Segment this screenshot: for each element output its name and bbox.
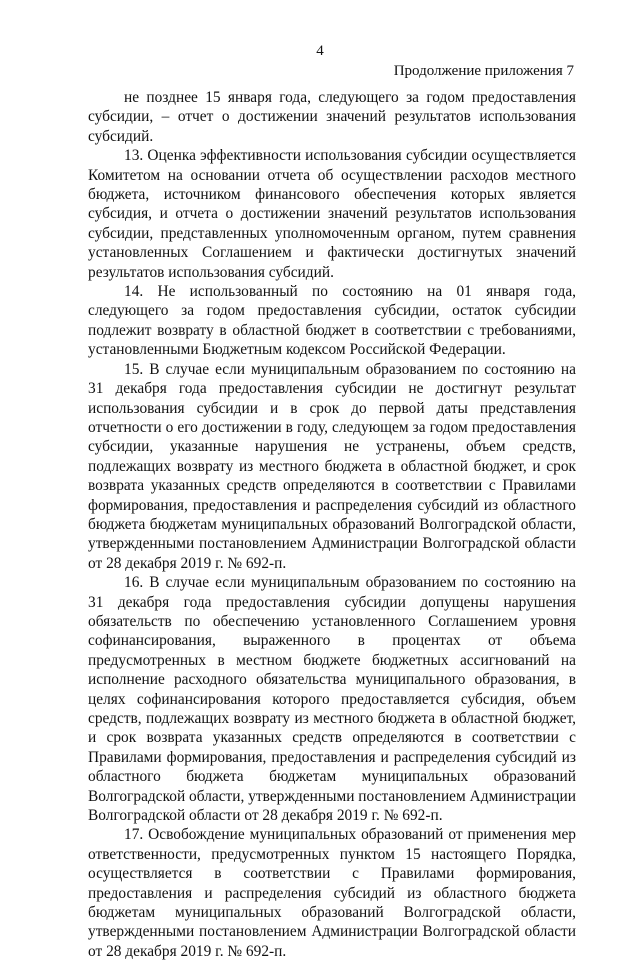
paragraph-16: 16. В случае если муниципальным образованием по состоянию на 31 декабря года предоставления субсидии допущены нарушения обязательств по обеспечению установленного Соглашением уровня софинансирования, выраженного в процентах от объема предусмотренных в местном бюджете бюджетных ассигнований на исполнение расходного обязательства муниципального образования, в целях софинансирования которого предоставляется субсидия, объем средств, подлежащих возврату из местного бюджета в областной бюджет, и срок возврата указанных средств определяются в соответствии с Правилами формирования, предоставления и распределения субсидий из областного бюджета бюджетам муниципальных образований Волгоградской области, утвержденными постановлением Администрации Волгоградской области от 28 декабря 2019 г. № 692-п.: [88, 574, 576, 825]
document-body: [88, 88, 576, 961]
paragraph-14: 14. Не использованный по состоянию на 01 января года, следующего за годом предоставления субсидии, остаток субсидии подлежит возврату в областной бюджет в соответствии с требованиями, установленными Бюджетным кодексом Российской Федерации.: [88, 283, 576, 359]
paragraph-17: 17. Освобождение муниципальных образований от применения мер ответственности, предусмотренных пунктом 15 настоящего Порядка, осуществляется в соответствии с Правилами формирования, предоставления и распределения субсидий из областного бюджета бюджетам муниципальных образований Волгоградской области, утвержденными постановлением Администрации Волгоградской области от 28 декабря 2019 г. № 692-п.: [88, 826, 576, 960]
paragraph-15: 15. В случае если муниципальным образованием по состоянию на 31 декабря года предоставления субсидии не достигнут результат использования субсидии и в срок до первой даты представления отчетности о его достижении в году, следующем за годом предоставления субсидии, указанные нарушения не устранены, объем средств, подлежащих возврату из местного бюджета в областной бюджет, и срок возврата указанных средств определяются в соответствии с Правилами формирования, предоставления и распределения субсидий из областного бюджета бюджетам муниципальных образований Волгоградской области, утвержденными постановлением Администрации Волгоградской области от 28 декабря 2019 г. № 692-п.: [88, 360, 576, 572]
paragraph-13: 13. Оценка эффективности использования субсидии осуществляется Комитетом на основании отчета об осуществлении расходов местного бюджета, источником финансового обеспечения которых является субсидия, и отчета о достижении значений результатов использования субсидии, представленных уполномоченным органом, путем сравнения установленных Соглашением и фактически достигнутых значений результатов использования субсидий.: [88, 147, 576, 281]
page-number: 4: [316, 43, 324, 59]
appendix-continuation-note: Продолжение приложения 7: [393, 63, 574, 79]
paragraph-continuation: не позднее 15 января года, следующего за годом предоставления субсидии, – отчет о достижении значений результатов использования субсидий.: [88, 89, 576, 145]
